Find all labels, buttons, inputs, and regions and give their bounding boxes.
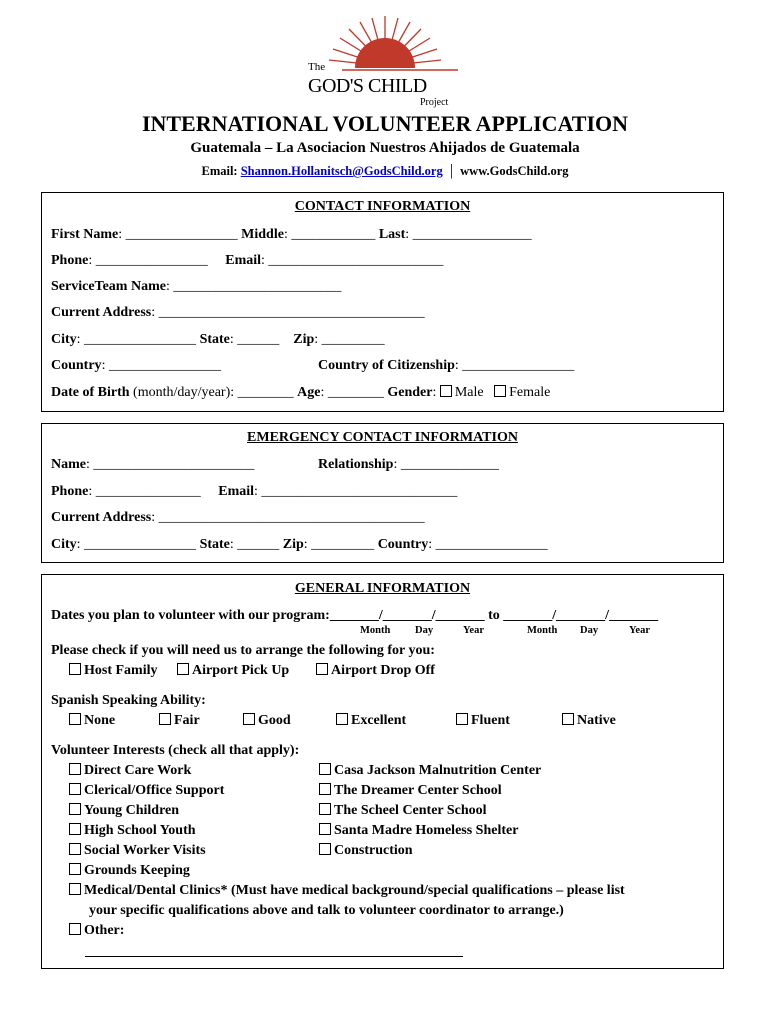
spanish-good-checkbox[interactable] bbox=[243, 713, 255, 725]
interest-dreamer-center[interactable]: The Dreamer Center School bbox=[319, 783, 502, 799]
interest-clerical[interactable]: Clerical/Office Support bbox=[69, 783, 224, 799]
interest-checkbox[interactable] bbox=[69, 803, 81, 815]
country-row: Country: ________________ bbox=[51, 358, 221, 373]
general-title: GENERAL INFORMATION bbox=[294, 581, 471, 596]
interest-direct-care[interactable]: Direct Care Work bbox=[69, 763, 191, 779]
end-year-label: Year bbox=[629, 625, 650, 636]
interest-checkbox[interactable] bbox=[319, 763, 331, 775]
emergency-name-row: Name: _______________________ bbox=[51, 457, 255, 472]
logo-name: GOD'S CHILD bbox=[308, 75, 427, 97]
airport-pickup-checkbox[interactable] bbox=[177, 663, 189, 675]
interest-medical[interactable]: Medical/Dental Clinics* (Must have medical background/special qualifications – please list bbox=[69, 883, 625, 899]
interest-checkbox[interactable] bbox=[69, 883, 81, 895]
male-checkbox[interactable] bbox=[440, 385, 452, 397]
interest-checkbox[interactable] bbox=[69, 863, 81, 875]
spanish-native[interactable]: Native bbox=[562, 713, 616, 729]
general-section bbox=[41, 574, 724, 969]
interests-label: Volunteer Interests (check all that apply): bbox=[51, 743, 300, 758]
interest-checkbox[interactable] bbox=[319, 823, 331, 835]
host-family-option[interactable]: Host Family bbox=[69, 663, 158, 679]
logo-project: Project bbox=[420, 97, 449, 108]
separator: | bbox=[449, 162, 454, 179]
spanish-excellent[interactable]: Excellent bbox=[336, 713, 406, 729]
contact-line bbox=[0, 162, 770, 180]
spanish-fair-checkbox[interactable] bbox=[159, 713, 171, 725]
spanish-good[interactable]: Good bbox=[243, 713, 291, 729]
start-year-label: Year bbox=[463, 625, 484, 636]
contact-section bbox=[41, 192, 724, 412]
website: www.GodsChild.org bbox=[460, 164, 569, 178]
interest-grounds-keeping[interactable]: Grounds Keeping bbox=[69, 863, 190, 879]
spanish-fair[interactable]: Fair bbox=[159, 713, 200, 729]
phone-row: Phone: ________________ Email: _________________________ bbox=[51, 253, 444, 268]
emergency-address-row: Current Address: ______________________________________ bbox=[51, 510, 425, 525]
logo-the: The bbox=[308, 61, 326, 73]
interest-checkbox[interactable] bbox=[319, 843, 331, 855]
emergency-phone-row: Phone: _______________ Email: ____________________________ bbox=[51, 484, 458, 499]
interest-construction[interactable]: Construction bbox=[319, 843, 413, 859]
spanish-excellent-checkbox[interactable] bbox=[336, 713, 348, 725]
spanish-fluent[interactable]: Fluent bbox=[456, 713, 510, 729]
end-month-label: Month bbox=[527, 625, 558, 636]
interest-casa-jackson[interactable]: Casa Jackson Malnutrition Center bbox=[319, 763, 541, 779]
start-month-label: Month bbox=[360, 625, 391, 636]
interest-checkbox[interactable] bbox=[69, 823, 81, 835]
relationship-row: Relationship: ______________ bbox=[318, 457, 499, 472]
page-subtitle: Guatemala – La Asociacion Nuestros Ahijados de Guatemala bbox=[190, 140, 580, 156]
citizenship-row: Country of Citizenship: ________________ bbox=[318, 358, 575, 373]
dates-row: Dates you plan to volunteer with our program:_______/_______/_______ to _______/_______/_______ bbox=[51, 608, 659, 623]
interest-checkbox[interactable] bbox=[69, 783, 81, 795]
contact-title: CONTACT INFORMATION bbox=[294, 199, 471, 214]
spanish-native-checkbox[interactable] bbox=[562, 713, 574, 725]
interest-checkbox[interactable] bbox=[319, 803, 331, 815]
interest-checkbox[interactable] bbox=[69, 763, 81, 775]
dob-row: Date of Birth (month/day/year): ________ Age: ________ Gender: Male Female bbox=[51, 385, 551, 400]
interest-scheel-center[interactable]: The Scheel Center School bbox=[319, 803, 487, 819]
airport-pickup-option[interactable]: Airport Pick Up bbox=[177, 663, 289, 679]
email-label: Email: bbox=[201, 164, 238, 178]
spanish-fluent-checkbox[interactable] bbox=[456, 713, 468, 725]
interest-social-worker[interactable]: Social Worker Visits bbox=[69, 843, 206, 859]
airport-dropoff-option[interactable]: Airport Drop Off bbox=[316, 663, 435, 679]
spanish-none[interactable]: None bbox=[69, 713, 115, 729]
end-day-label: Day bbox=[580, 625, 599, 636]
interest-other[interactable]: Other: bbox=[69, 923, 124, 939]
arrange-label: Please check if you will need us to arrange the following for you: bbox=[51, 643, 435, 658]
page-title: INTERNATIONAL VOLUNTEER APPLICATION bbox=[141, 111, 629, 136]
interest-checkbox[interactable] bbox=[319, 783, 331, 795]
medical-note: your specific qualifications above and talk to volunteer coordinator to arrange.) bbox=[89, 903, 564, 918]
spanish-none-checkbox[interactable] bbox=[69, 713, 81, 725]
serviceteam-row: ServiceTeam Name: ________________________ bbox=[51, 279, 342, 294]
female-checkbox[interactable] bbox=[494, 385, 506, 397]
interest-high-school[interactable]: High School Youth bbox=[69, 823, 196, 839]
other-input-line[interactable] bbox=[85, 956, 463, 957]
start-day-label: Day bbox=[415, 625, 434, 636]
host-family-checkbox[interactable] bbox=[69, 663, 81, 675]
interest-checkbox[interactable] bbox=[69, 843, 81, 855]
interest-santa-madre[interactable]: Santa Madre Homeless Shelter bbox=[319, 823, 518, 839]
spanish-label: Spanish Speaking Ability: bbox=[51, 693, 206, 708]
emergency-title: EMERGENCY CONTACT INFORMATION bbox=[247, 430, 518, 445]
emergency-section bbox=[41, 423, 724, 563]
interest-checkbox[interactable] bbox=[69, 923, 81, 935]
name-row: First Name: ________________ Middle: ____________ Last: _________________ bbox=[51, 227, 532, 242]
interest-young-children[interactable]: Young Children bbox=[69, 803, 179, 819]
email-link[interactable]: Shannon.Hollanitsch@GodsChild.org bbox=[240, 164, 443, 178]
city-row: City: ________________ State: ______ Zip: _________ bbox=[51, 332, 385, 347]
gods-child-logo bbox=[300, 12, 470, 110]
airport-dropoff-checkbox[interactable] bbox=[316, 663, 328, 675]
address-row: Current Address: ______________________________________ bbox=[51, 305, 425, 320]
emergency-city-row: City: ________________ State: ______ Zip: _________ Country: ________________ bbox=[51, 537, 548, 552]
